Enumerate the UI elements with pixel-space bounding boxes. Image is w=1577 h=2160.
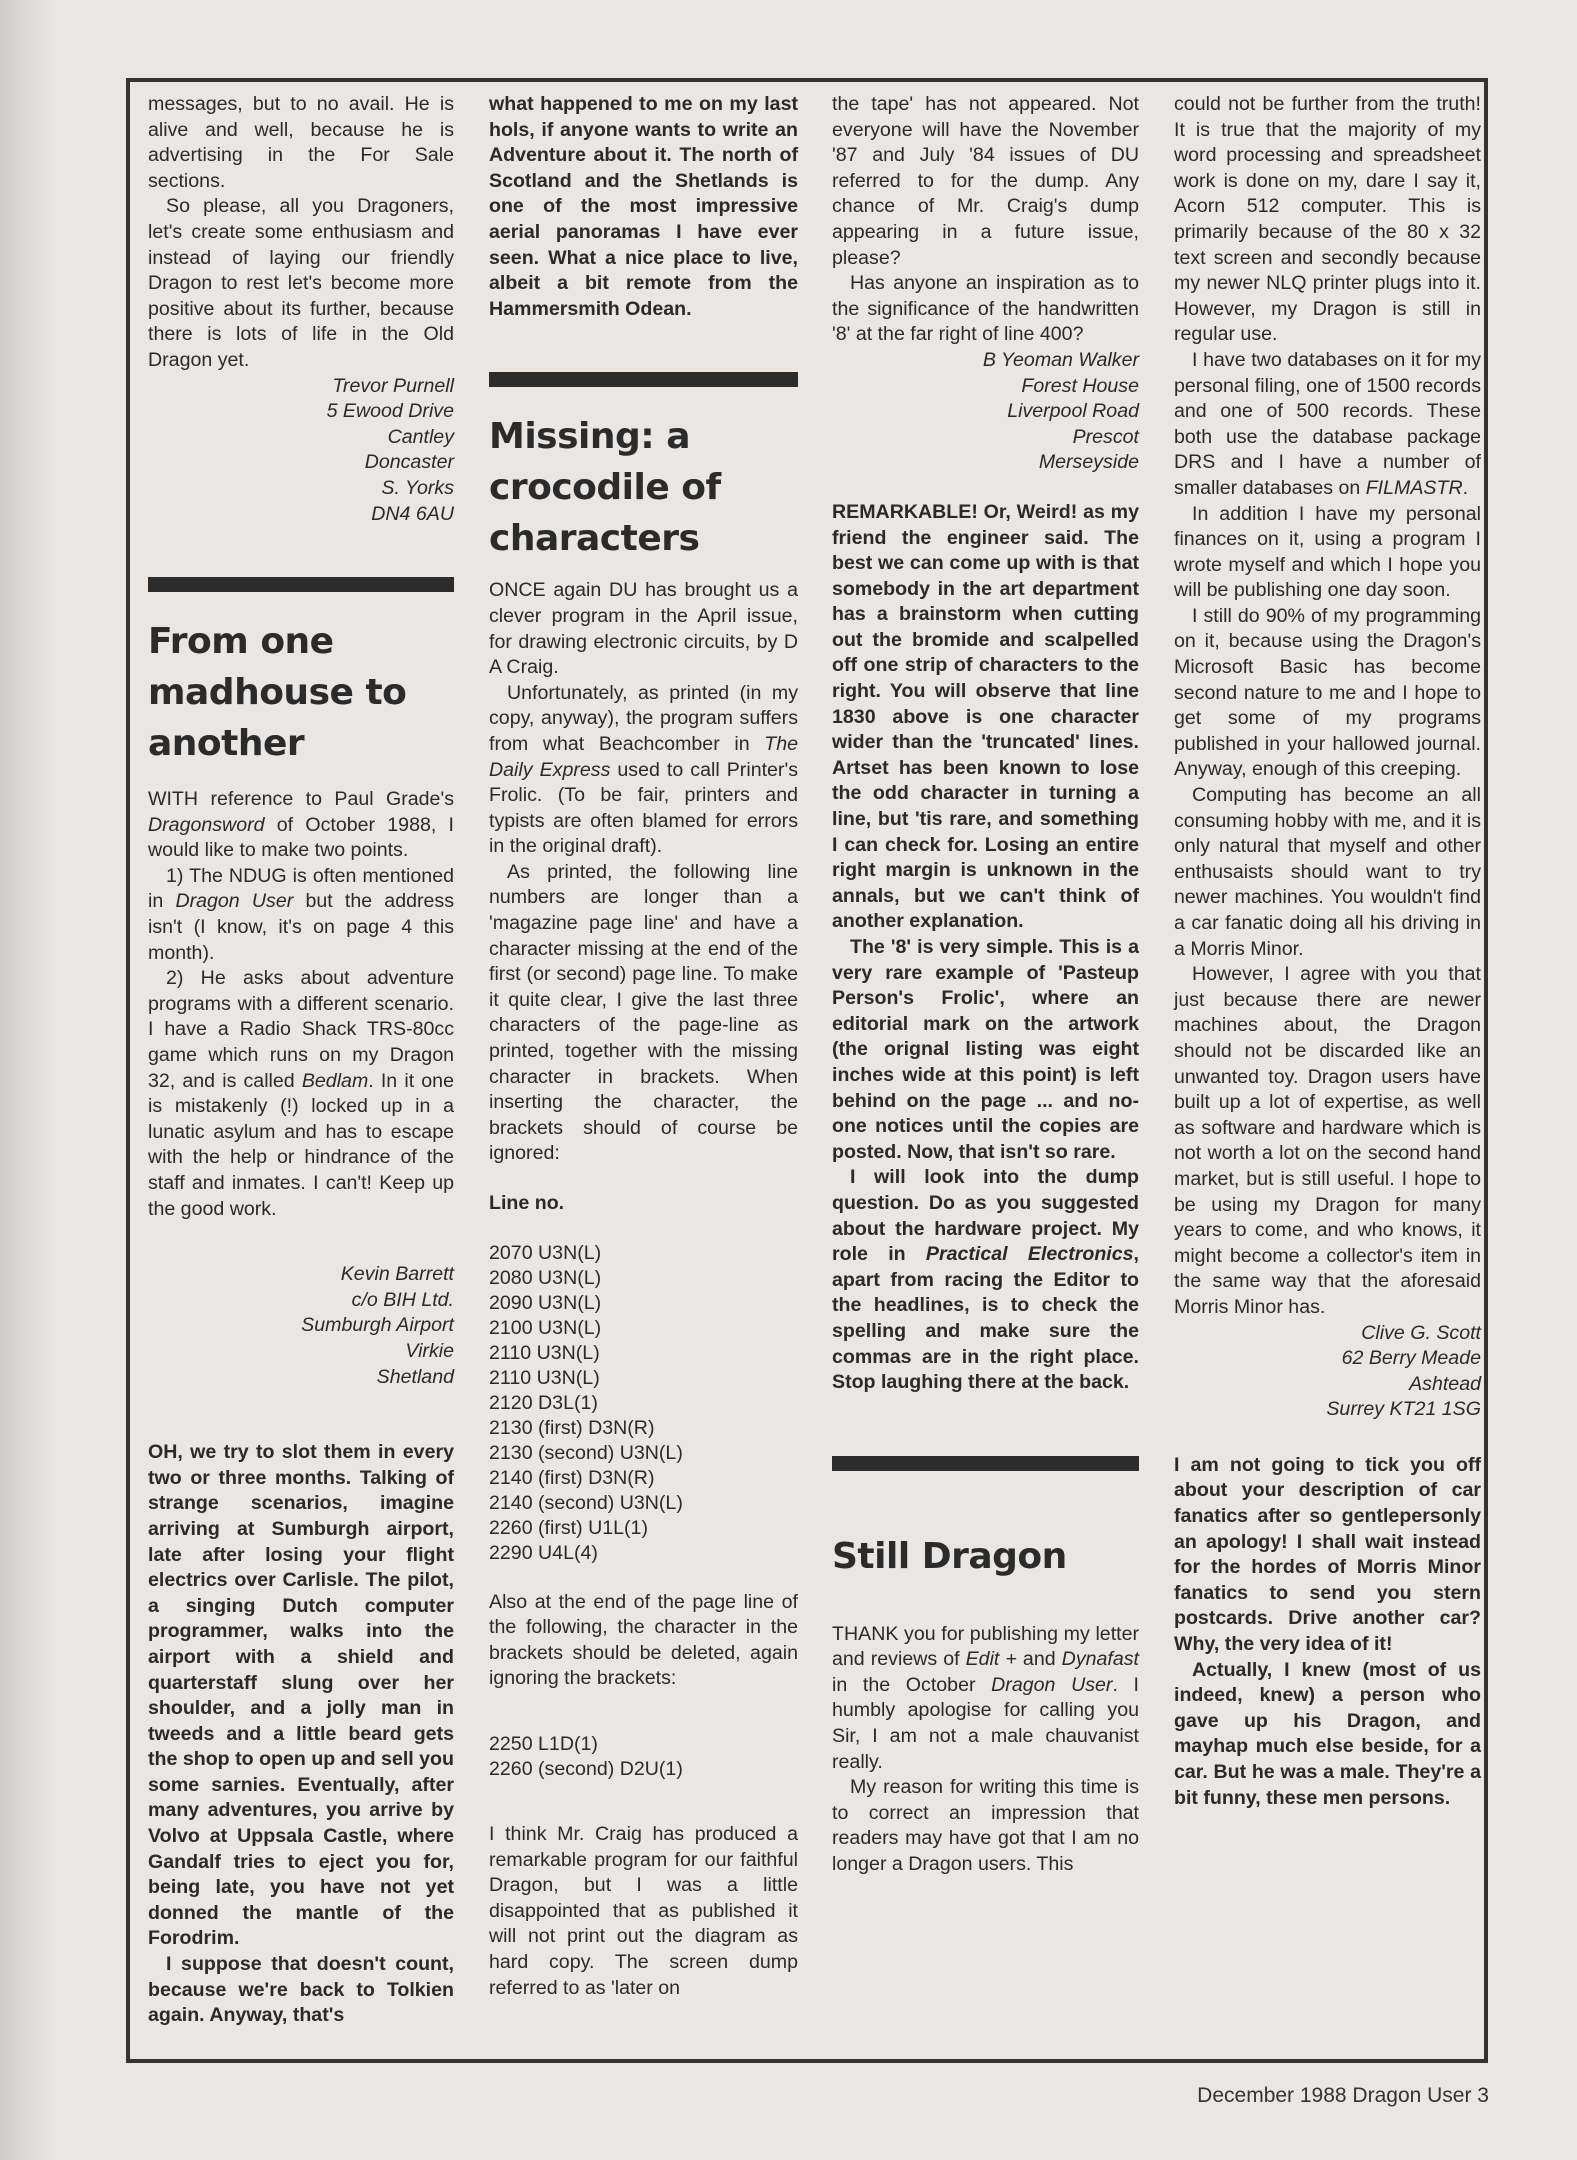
paragraph: THANK you for publishing my letter and reviews of Edit + and Dynafast in the October Dragon User. I humbly apologise for calling you Sir, I am not a male chauvanist really.: [832, 1622, 1139, 1773]
list-item: 2290 U4L(4): [489, 1541, 598, 1564]
editor-reply: OH, we try to slot them in every two or three months. Talking of strange scenarios, imagine arriving at Sumburgh airport, late after losing your flight electrics over Carlisle. The pilot, a singing Dutch computer programmer, walks into the airport with a shield and quarterstaff slung over her shoulder, and a jolly man in tweeds and a little beard gets the shop to open up and sell you some sarnies. Eventually, after many adventures, you arrive by Volvo at Uppsala Castle, where Gandalf tries to eject you for, being late, you have not yet donned the mantle of the Forodrim.: [148, 1441, 454, 1950]
editor-reply: Actually, I knew (most of us indeed, knew) a person who gave up his Dragon, and mayhap much else beside, for a car. But he was a male. They're a bit funny, these men persons.: [1174, 1658, 1481, 1809]
address-line: S. Yorks: [381, 476, 454, 499]
line-number-label: Line no.: [489, 1192, 565, 1214]
column-3: [832, 92, 1139, 1878]
address-line: DN4 6AU: [371, 502, 454, 525]
editor-reply: what happened to me on my last hols, if anyone wants to write an Adventure about it. The north of Scotland and the Shetlands is one of the most impressive aerial panoramas I have ever seen. What a nice place to live, albeit a bit remote from the Hammersmith Odean.: [489, 93, 798, 320]
address-line: Virkie: [405, 1339, 454, 1362]
editor-reply: I suppose that doesn't count, because we're back to Tolkien again. Anyway, that's: [148, 1953, 454, 2027]
paragraph: 2) He asks about adventure programs with a different scenario. I have a Radio Shack TRS-80cc game which runs on my Dragon 32, and is called Bedlam. In it one is mistakenly (!) locked up in a lunatic asylum and has to escape with the help or hindrance of the staff and inmates. I can't! Keep up the good work.: [148, 967, 454, 1220]
list-item: 2130 (second) U3N(L): [489, 1441, 683, 1464]
line-list: [489, 1241, 798, 1566]
column-4: [1174, 92, 1481, 1811]
column-1: [148, 92, 454, 2029]
paragraph: However, I agree with you that just because there are newer machines about, the Dragon should not be discarded like an unwanted toy. Dragon users have built up a lot of expertise, as well as software and hardware which is not worth a lot on the second hand market, but is still useful. I hope to be using my Dragon for many years to come, and who knows, it might become a collector's item in the same way that the aforesaid Morris Minor has.: [1174, 963, 1481, 1318]
paragraph: WITH reference to Paul Grade's Dragonsword of October 1988, I would like to make two points.: [148, 788, 454, 862]
list-item: 2090 U3N(L): [489, 1291, 602, 1314]
paragraph: So please, all you Dragoners, let's create some enthusiasm and instead of laying our friendly Dragon to rest let's become more positive about its further, because there is lots of life in the Old Dragon yet.: [148, 195, 454, 371]
address-line: Sumburgh Airport: [301, 1314, 454, 1337]
section-rule: [832, 1456, 1139, 1471]
address-line: 5 Ewood Drive: [326, 400, 454, 423]
signature-address: [832, 348, 1139, 476]
paragraph: Unfortunately, as printed (in my copy, anyway), the program suffers from what Beachcomber in The Daily Express used to call Printer's Frolic. (To be fair, printers and typists are often blamed for errors in the original draft).: [489, 681, 798, 858]
address-line: Ashtead: [1409, 1372, 1481, 1395]
article-heading: Missing: a crocodile of characters: [489, 416, 721, 560]
list-item: 2140 (first) D3N(R): [489, 1466, 655, 1489]
list-item: 2100 U3N(L): [489, 1316, 602, 1339]
list-item: 2110 U3N(L): [489, 1341, 600, 1364]
signature-address: [148, 1262, 454, 1390]
address-line: Forest House: [1021, 374, 1139, 397]
paragraph: ONCE again DU has brought us a clever program in the April issue, for drawing electronic circuits, by D A Craig.: [489, 579, 798, 679]
list-item: 2130 (first) D3N(R): [489, 1416, 655, 1439]
section-rule: [148, 577, 454, 592]
address-line: Kevin Barrett: [340, 1263, 454, 1286]
list-item: 2140 (second) U3N(L): [489, 1491, 683, 1514]
address-line: 62 Berry Meade: [1341, 1347, 1481, 1370]
paragraph: 1) The NDUG is often mentioned in Dragon User but the address isn't (I know, it's on page 4 this month).: [148, 864, 455, 964]
list-item: 2250 L1D(1): [489, 1732, 598, 1755]
editor-reply: REMARKABLE! Or, Weird! as my friend the engineer said. The best we can come up with is that somebody in the art department has a brainstorm when cutting out the bromide and scalpelled off one strip of characters to the right. You will observe that line 1830 above is one character wider than the 'truncated' lines. Artset has been known to lose the odd character in turning a line, but 'tis rare, and something I can check for. Losing an entire right margin is unknown in the annals, but we can't think of another explanation.: [832, 500, 1139, 933]
address-line: Prescot: [1072, 425, 1139, 448]
paragraph: I still do 90% of my programming on it, because using the Dragon's Microsoft Basic has become second nature to me and I hope to get some of my programs published in your hallowed journal. Anyway, enough of this creeping.: [1174, 604, 1481, 781]
list-item: 2260 (second) D2U(1): [489, 1757, 683, 1780]
address-line: Surrey KT21 1SG: [1326, 1398, 1481, 1421]
list-item: 2070 U3N(L): [489, 1241, 602, 1264]
address-line: Doncaster: [364, 451, 454, 474]
address-line: Shetland: [376, 1365, 454, 1388]
paragraph: could not be further from the truth! It is true that the majority of my word processing and spreadsheet work is done on my, dare I say it, Acorn 512 computer. This is primarily because of the 80 x 32 text screen and secondly because my newer NLQ printer plugs into it. However, my Dragon is still in regular use.: [1174, 93, 1481, 346]
paragraph: Computing has become an all consuming hobby with me, and it is only natural that myself and other enthusaists should want to try newer machines. You wouldn't find a car fanatic doing all his driving in a Morris Minor.: [1174, 784, 1481, 960]
address-line: B Yeoman Walker: [982, 348, 1139, 371]
list-item: 2120 D3L(1): [489, 1391, 598, 1414]
paragraph: I have two databases on it for my personal filing, one of 1500 records and one of 500 records. These both use the database package DRS and I have a number of smaller databases on FILMASTR.: [1174, 348, 1481, 499]
page-edge-shadow: [0, 0, 55, 2160]
paragraph: In addition I have my personal finances on it, using a program I wrote myself and which I hope you will be publishing one day soon.: [1174, 502, 1481, 602]
list-item: 2110 U3N(L): [489, 1366, 600, 1389]
editor-reply: I am not going to tick you off about your description of car fanatics after so gentlepersonly an apology! I shall wait instead for the hordes of Morris Minor fanatics to send you stern postcards. Drive another car? Why, the very idea of it!: [1174, 1453, 1481, 1656]
editor-reply: The '8' is very simple. This is a very rare example of 'Pasteup Person's Frolic', where an editorial mark on the artwork (the orignal listing was eight inches wide at this point) is left behind on the page ... and no-one notices until the copies are posted. Now, that isn't so rare.: [832, 936, 1139, 1163]
list-item: 2260 (first) U1L(1): [489, 1516, 648, 1539]
editor-reply: I will look into the dump question. Do as you suggested about the hardware project. My role in Practical Electronics, apart from racing the Editor to the headlines, is to check the spelling and make sure the commas are in the right place. Stop laughing there at the back.: [832, 1166, 1139, 1394]
paragraph: messages, but to no avail. He is alive and well, because he is advertising in the For Sale sections.: [148, 93, 454, 192]
paragraph: As printed, the following line numbers are longer than a 'magazine page line' and have a character missing at the end of the first (or second) page line. To make it quite clear, I give the last three characters of the page-line as printed, together with the missing character in brackets. When inserting the character, the brackets should of course be ignored:: [489, 860, 798, 1165]
paragraph: My reason for writing this time is to correct an impression that readers may have got that I am no longer a Dragon users. This: [832, 1776, 1139, 1876]
article-heading: Still Dragon: [832, 1535, 1067, 1577]
article-heading: From one madhouse to another: [148, 621, 407, 765]
list-item: 2080 U3N(L): [489, 1266, 602, 1289]
address-line: Trevor Purnell: [332, 374, 454, 397]
paragraph: Also at the end of the page line of the following, the character in the brackets should be deleted, again ignoring the brackets:: [489, 1590, 798, 1690]
address-line: Cantley: [387, 425, 454, 448]
page-footer: December 1988 Dragon User 3: [1197, 2084, 1489, 2107]
signature-address: [148, 374, 454, 528]
line-list: [489, 1732, 798, 1782]
address-line: Clive G. Scott: [1361, 1321, 1481, 1344]
signature-address: [1174, 1321, 1481, 1423]
paragraph: Has anyone an inspiration as to the significance of the handwritten '8' at the far right of line 400?: [832, 272, 1139, 346]
section-rule: [489, 372, 798, 387]
address-line: c/o BIH Ltd.: [351, 1288, 454, 1311]
address-line: Liverpool Road: [1007, 400, 1139, 423]
paragraph: I think Mr. Craig has produced a remarkable program for our faithful Dragon, but I was a little disappointed that as published it will not print out the diagram as hard copy. The screen dump referred to as 'later on: [489, 1822, 798, 1999]
column-2: [489, 92, 798, 2001]
address-line: Merseyside: [1038, 451, 1139, 474]
paragraph: the tape' has not appeared. Not everyone will have the November '87 and July '84 issues of DU referred to for the dump. Any chance of Mr. Craig's dump appearing in a future issue, please?: [832, 93, 1139, 269]
